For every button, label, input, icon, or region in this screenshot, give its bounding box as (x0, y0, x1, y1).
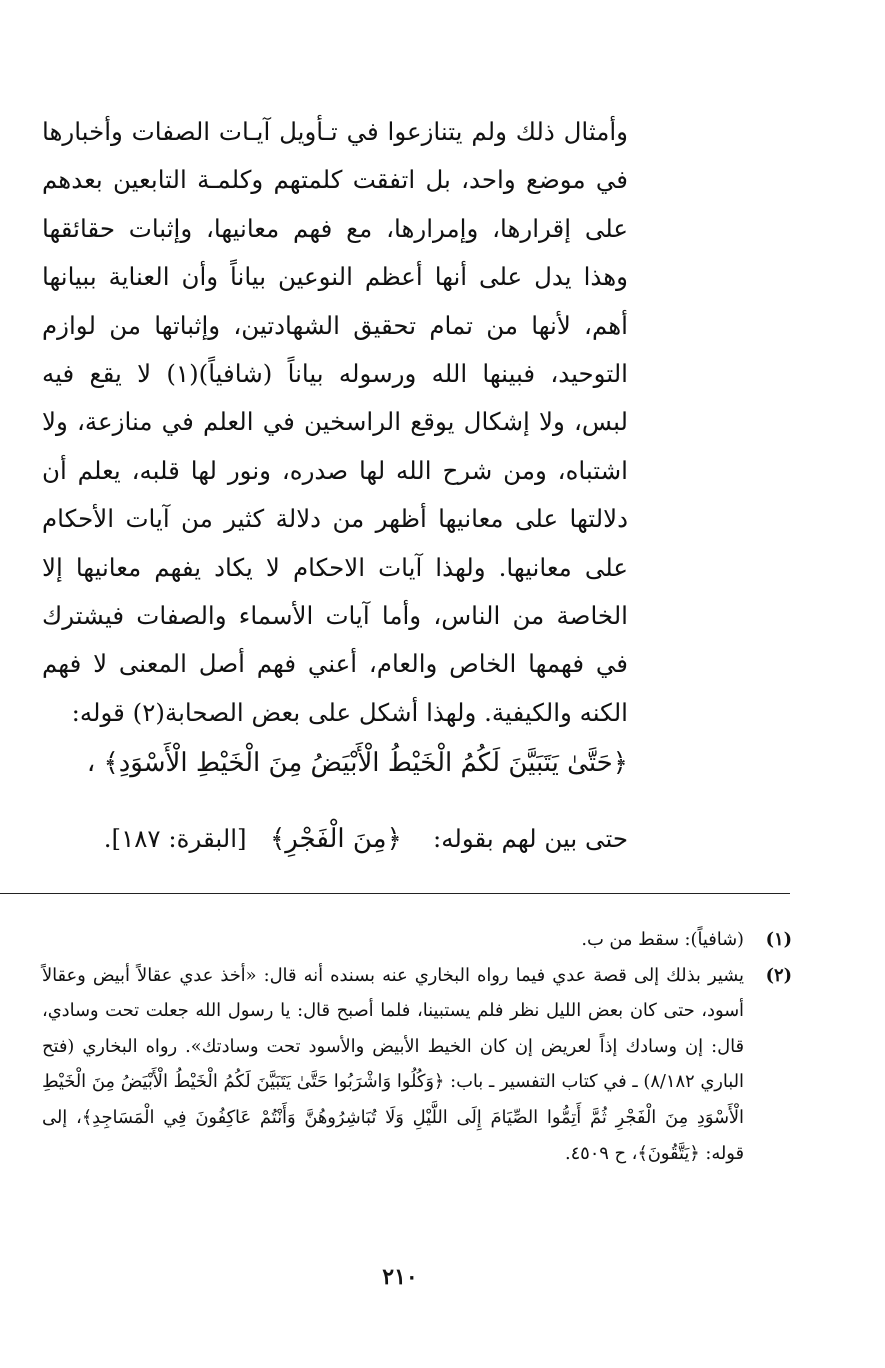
page-number: ٢١٠ (382, 1264, 418, 1290)
verse-2-intro: حتى بين لهم بقوله: (433, 824, 628, 853)
footnote-text: (شافياً): سقط من ب. (581, 929, 744, 950)
main-text (42, 108, 628, 737)
body-paragraph: وأمثال ذلك ولم يتنازعوا في تـأويل آيـات الصفات وأخبارها في موضع واحد، بل اتفقت كلمتهم وكلمـة التابعين بعدهم على إقرارها، وإمرارها، مع فهم معانيها، وإثبات حقائقها وهذا يدل على أنها أعظم النوعين بياناً وأن العناية ببيانها أهم، لأنها من تمام تحقيق الشهادتين، وإثباتها من لوازم التوحيد، فبينها الله ورسوله بياناً (شافياً)(١) لا يقع فيه لبس، ولا إشكال يوقع الراسخين في العلم في منازعة، ولا اشتباه، ومن شرح الله لها صدره، ونور لها قلبه، يعلم أن دلالتها على معانيها أظهر من دلالة كثير من آيات الأحكام على معانيها. ولهذا آيات الاحكام لا يكاد يفهم معانيها إلا الخاصة من الناس، وأما آيات الأسماء والصفات فيشترك في فهمها الخاص والعام، أعني فهم أصل المعنى لا فهم الكنه والكيفية. ولهذا أشكل على بعض الصحابة(٢) قوله: (42, 117, 628, 727)
footnote-2 (42, 958, 792, 1172)
verse-2-quote: ﴿مِنَ الْفَجْرِ﴾ (269, 824, 402, 854)
quran-verse-1 (42, 738, 628, 788)
footnote-number: (٢) (765, 964, 792, 986)
verse-2-reference: [البقرة: ١٨٧]. (103, 824, 247, 853)
quran-verse-2-line (42, 814, 628, 864)
footnotes (42, 922, 792, 1171)
footnote-1 (42, 922, 792, 958)
verse-text-1: ﴿حَتَّىٰ يَتَبَيَّنَ لَكُمُ الْخَيْطُ الْأَبْيَضُ مِنَ الْخَيْطِ الْأَسْوَدِ﴾ ، (86, 748, 628, 778)
footnote-number: (١) (765, 929, 792, 950)
footnote-divider (0, 893, 790, 894)
footnote-text: يشير بذلك إلى قصة عدي فيما رواه البخاري عنه بسنده أنه قال: «أخذ عدي عقالاً أبيض وعقالاً أسود، حتى كان بعض الليل نظر فلم يستبينا، فلما أصبح قال: يا رسول الله جعلت تحت وسادي، قال: إن وسادك إذاً لعريض إن كان الخيط الأبيض والأسود تحت وسادتك». رواه البخاري (فتح الباري ٨/١٨٢) ـ في كتاب التفسير ـ باب: ﴿وَكُلُوا وَاشْرَبُوا حَتَّىٰ يَتَبَيَّنَ لَكُمُ الْخَيْطُ الْأَبْيَضُ مِنَ الْخَيْطِ الْأَسْوَدِ مِنَ الْفَجْرِ ثُمَّ أَتِمُّوا الصِّيَامَ إِلَى اللَّيْلِ وَلَا تُبَاشِرُوهُنَّ وَأَنْتُمْ عَاكِفُونَ فِي الْمَسَاجِدِ﴾، إلى قوله: ﴿يَتَّقُونَ﴾، ح ٤٥٠٩. (42, 964, 744, 1164)
